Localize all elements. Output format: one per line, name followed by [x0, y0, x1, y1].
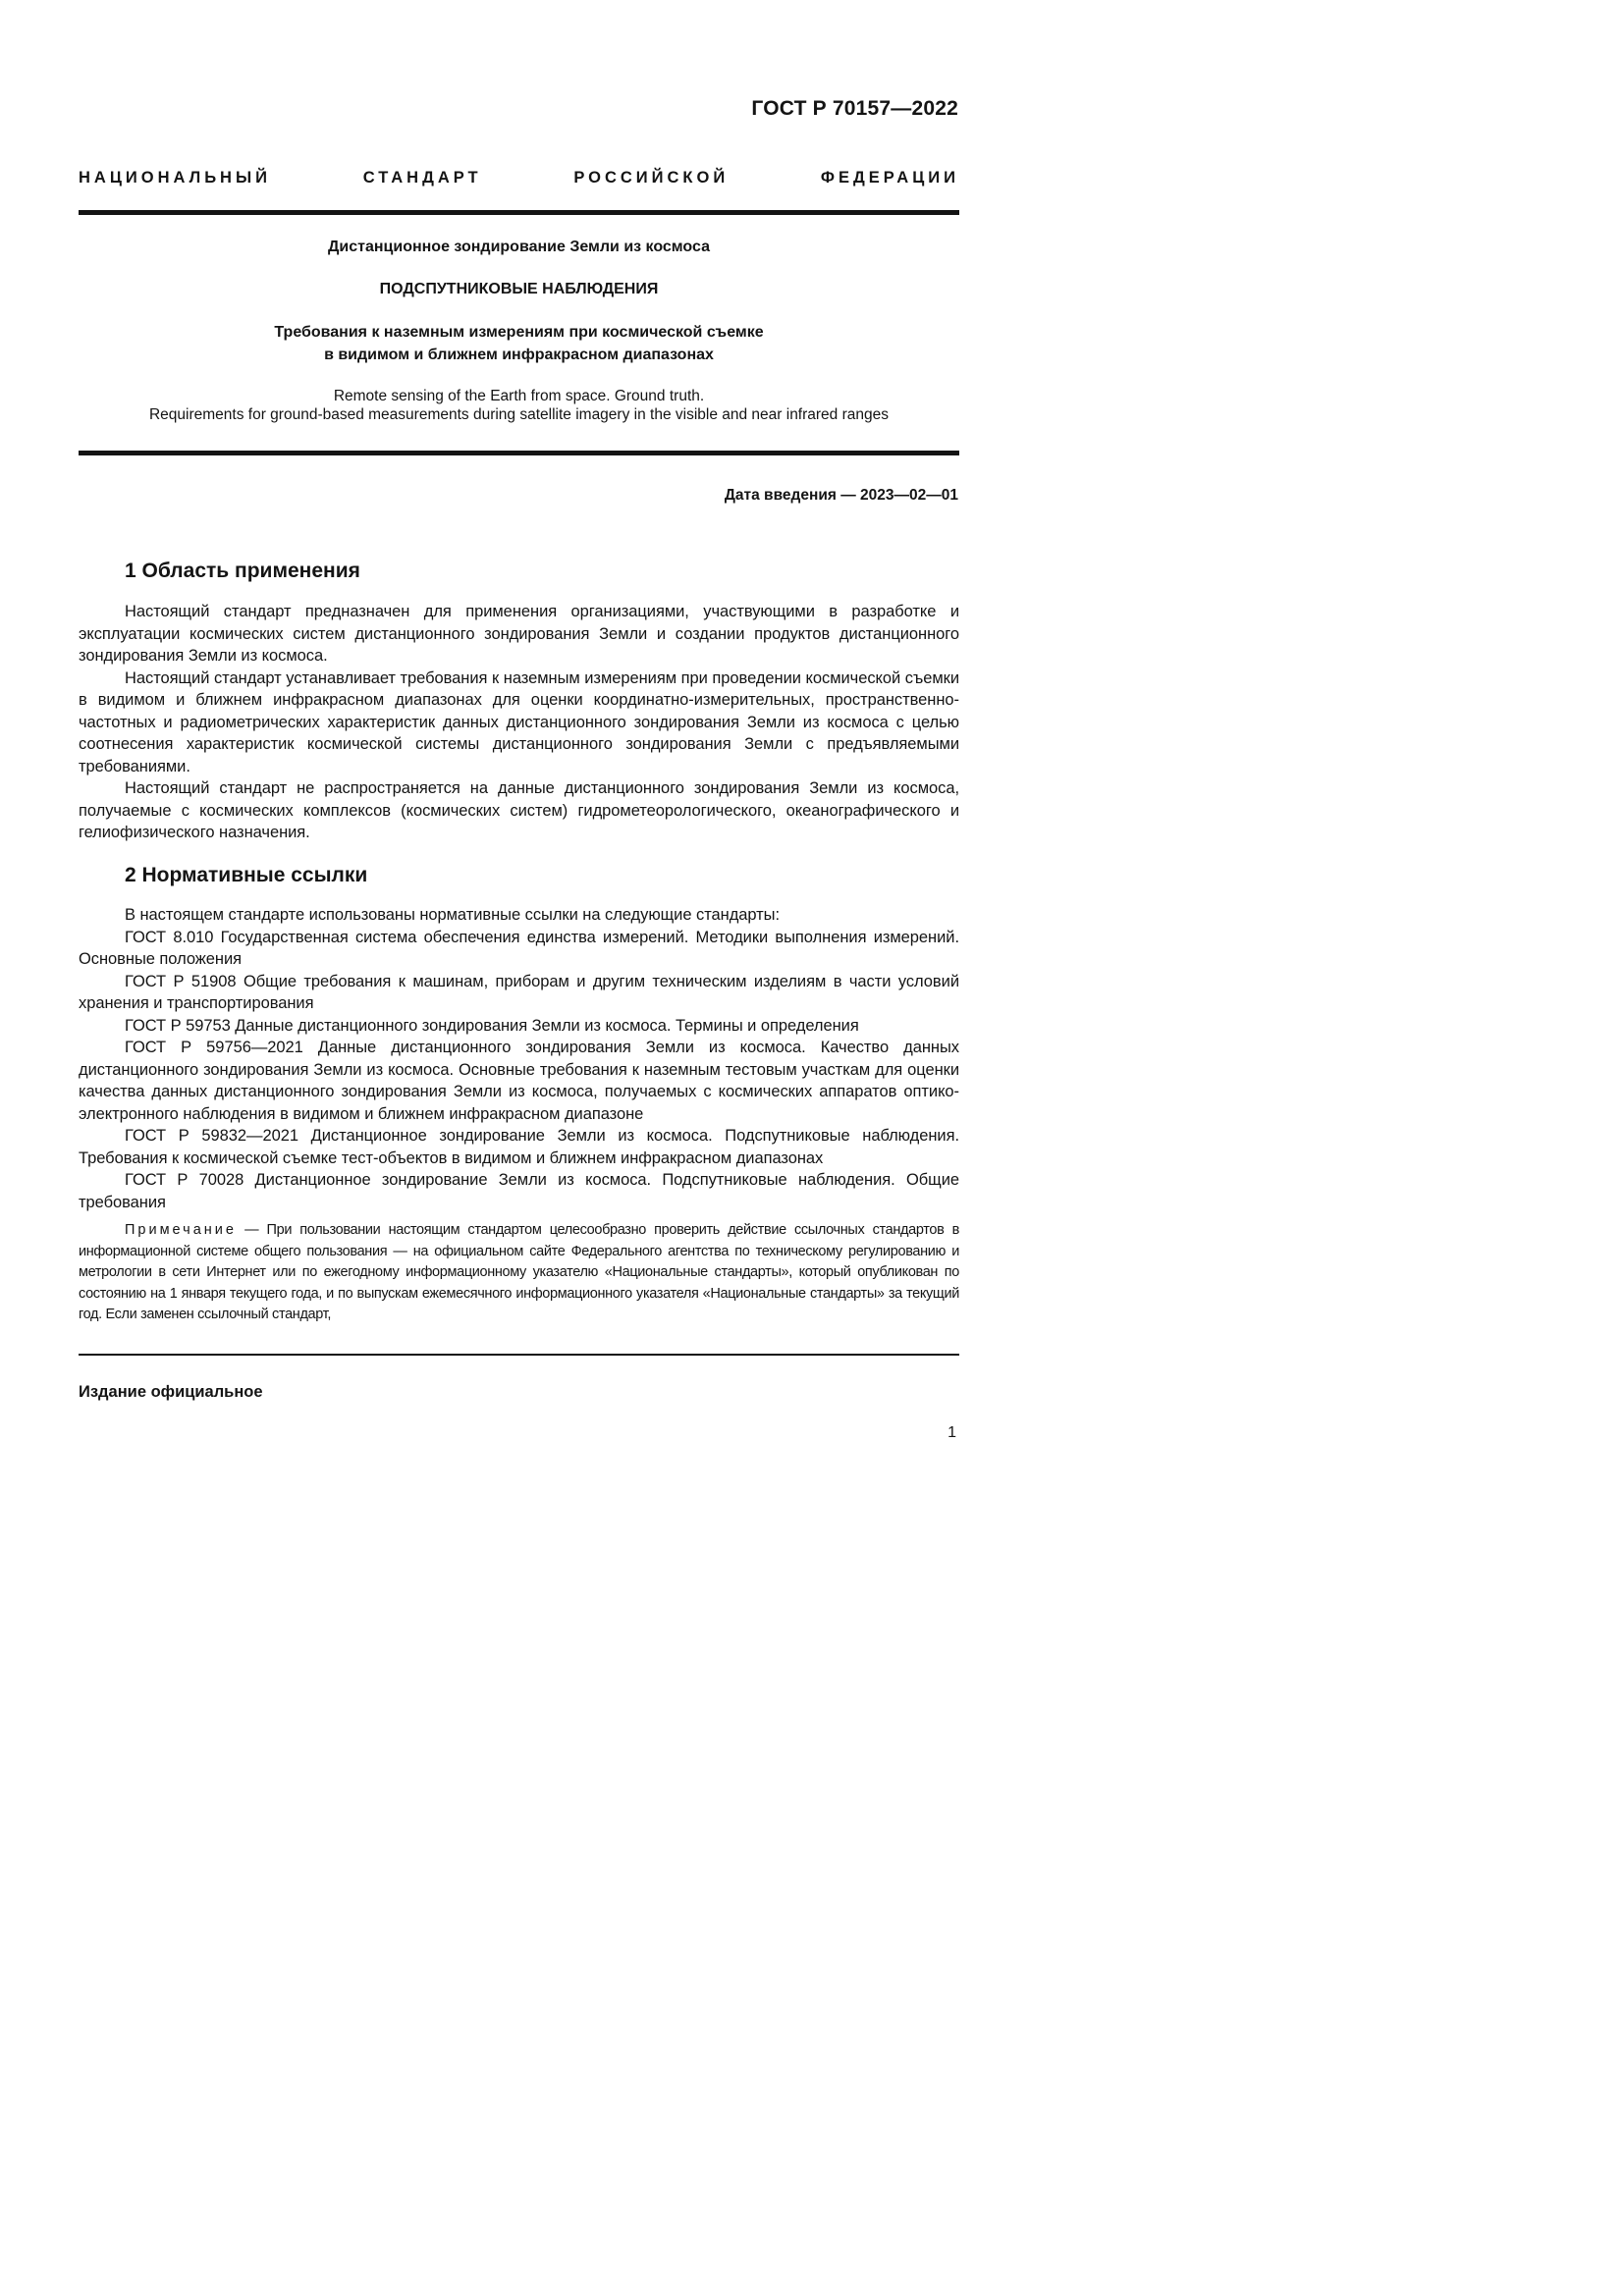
document-page	[0, 0, 1080, 1527]
section-2-heading: 2 Нормативные ссылки	[125, 864, 368, 886]
normative-reference: ГОСТ Р 59756—2021 Данные дистанционного зондирования Земли из космоса. Качество данных дистанционного зондирования Земли из космоса. Основные требования к наземным тестовым участкам для оценки качества данных дистанционного зондирования Земли из космоса, получаемых с космических аппаратов оптико-электронного наблюдения в видимом и ближнем инфракрасном диапазоне	[79, 1039, 959, 1123]
top-divider	[79, 210, 959, 215]
official-edition-label: Издание официальное	[79, 1383, 263, 1401]
normative-reference: ГОСТ Р 70028 Дистанционное зондирование Земли из космоса. Подспутниковые наблюдения. Общие требования	[79, 1171, 959, 1211]
section-1-paragraph: Настоящий стандарт предназначен для применения организациями, участвующими в разработке и эксплуатации космических систем дистанционного зондирования Земли и создании продуктов дистанционного зондирования Земли из космоса.	[79, 603, 959, 665]
title-subject: ПОДСПУТНИКОВЫЕ НАБЛЮДЕНИЯ	[379, 281, 659, 297]
title-requirements-line1: Требования к наземным измерениям при космической съемке	[274, 324, 764, 341]
standard-type-banner: НАЦИОНАЛЬНЫЙ СТАНДАРТ РОССИЙСКОЙ ФЕДЕРАЦИИ	[79, 169, 959, 187]
normative-reference: ГОСТ Р 59753 Данные дистанционного зондирования Земли из космоса. Термины и определения	[125, 1016, 859, 1035]
section-2-body	[79, 904, 959, 1213]
section-1-heading: 1 Область применения	[125, 560, 360, 582]
section-1-paragraph: Настоящий стандарт не распространяется на данные дистанционного зондирования Земли из космоса, получаемые с космических комплексов (космических систем) гидрометеорологического, океанографического и гелиофизического назначения.	[79, 779, 959, 841]
normative-reference: ГОСТ Р 59832—2021 Дистанционное зондирование Земли из космоса. Подспутниковые наблюдения. Требования к космической съемке тест-объектов в видимом и ближнем инфракрасном диапазонах	[79, 1127, 959, 1167]
section-1-body	[79, 601, 959, 844]
introduction-date: Дата введения — 2023—02—01	[724, 487, 958, 504]
reference-note	[79, 1220, 959, 1326]
note-text: — При пользовании настоящим стандартом целесообразно проверить действие ссылочных стандартов в информационной системе общего пользования — на официальном сайте Федерального агентства по техническому регулированию и метрологии в сети Интернет или по ежегодному информационному указателю «Национальные стандарты», который опубликован по состоянию на 1 января текущего года, и по выпускам ежемесячного информационного указателя «Национальные стандарты» за текущий год. Если заменен ссылочный стандарт,	[79, 1222, 959, 1322]
document-number: ГОСТ Р 70157—2022	[751, 97, 958, 120]
note-label: Примечание	[125, 1222, 237, 1238]
normative-reference: ГОСТ Р 51908 Общие требования к машинам, приборам и другим техническим изделиям в части условий хранения и транспортирования	[79, 972, 959, 1012]
footer-divider	[79, 1354, 959, 1356]
english-title-line2: Requirements for ground-based measurements during satellite imagery in the visible and near infrared ranges	[148, 406, 889, 423]
normative-reference: ГОСТ 8.010 Государственная система обеспечения единства измерений. Методики выполнения измерений. Основные положения	[79, 928, 959, 968]
title-requirements-line2: в видимом и ближнем инфракрасном диапазонах	[324, 347, 714, 363]
english-title-line1: Remote sensing of the Earth from space. Ground truth.	[333, 388, 705, 404]
title-main: Дистанционное зондирование Земли из космоса	[328, 239, 710, 255]
page-number: 1	[947, 1424, 956, 1441]
section-2-intro: В настоящем стандарте использованы нормативные ссылки на следующие стандарты:	[125, 906, 781, 924]
title-divider	[79, 451, 959, 455]
section-1-paragraph: Настоящий стандарт устанавливает требования к наземным измерениям при проведении космической съемки в видимом и ближнем инфракрасном диапазонах для оценки координатно-измерительных, пространственно-частотных и радиометрических характеристик данных дистанционного зондирования Земли из космоса с целью соотнесения характеристик космической системы дистанционного зондирования Земли с предъявляемыми требованиями.	[79, 668, 959, 775]
